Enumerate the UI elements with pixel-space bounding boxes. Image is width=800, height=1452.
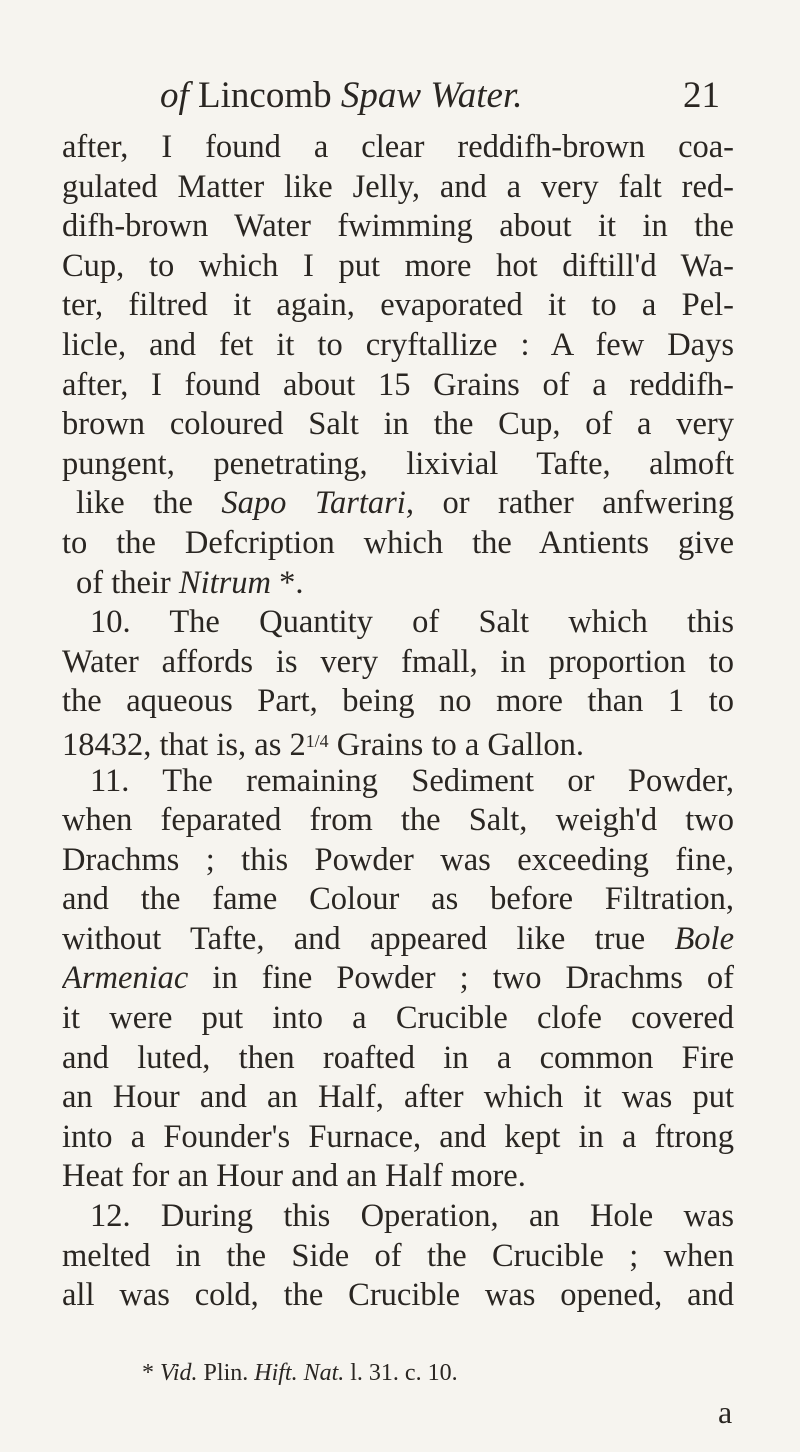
text-fragment: Grains to a Gallon. [328, 726, 584, 762]
text-line: Cup, to which I put more hot diftill'd Wa- [62, 247, 734, 284]
text-line: to the Defcription which the Antients give [62, 524, 734, 561]
body-text [62, 128, 734, 1316]
text-fragment: like the [76, 485, 222, 522]
footnote-reference-location: l. 31. c. 10. [350, 1360, 458, 1386]
running-head-spaw: Spaw [340, 75, 422, 116]
text-line: into a Founder's Furnace, and kept in a ftrong [62, 1118, 734, 1155]
text-line: an Hour and an Half, after which it was put [62, 1079, 734, 1116]
text-line: after, I found about 15 Grains of a reddifh- [62, 366, 734, 403]
text-line: the aqueous Part, being no more than 1 to [62, 683, 734, 720]
text-line [62, 484, 734, 524]
text-line: licle, and fet it to cryftallize : A few Days [62, 326, 734, 363]
paragraph-10-line: 10. The Quantity of Salt which this [90, 604, 734, 641]
footnote-work: Hift. Nat. [254, 1360, 345, 1386]
text-line: and the fame Colour as before Filtration, [62, 881, 734, 918]
running-head [160, 70, 720, 122]
text-line: it were put into a Crucible clofe covered [62, 1000, 734, 1037]
footnote-mark: * [142, 1360, 154, 1386]
footnote [142, 1358, 458, 1388]
page-number: 21 [683, 75, 720, 116]
text-fragment: in fine Powder ; two Drachms of [188, 960, 734, 997]
fraction: 1/4 [305, 730, 329, 751]
footnote-author: Plin. [203, 1360, 249, 1386]
text-line: Drachms ; this Powder was exceeding fine, [62, 841, 734, 878]
text-fragment: of their [76, 564, 179, 601]
text-line [62, 722, 734, 762]
italic-term-nitrum: Nitrum [178, 564, 271, 601]
running-head-of: of [160, 75, 189, 116]
text-fragment: or rather anfwering [413, 485, 734, 522]
text-line: Water affords is very fmall, in proportion to [62, 643, 734, 680]
text-fragment: 18432, that is, as 2 [62, 726, 306, 762]
running-head-water: Water. [430, 75, 523, 116]
text-line: all was cold, the Crucible was opened, and [62, 1277, 734, 1314]
running-head-town: Lincomb [198, 75, 332, 116]
italic-term-bole: Bole [674, 920, 734, 957]
paragraph-11-line: 11. The remaining Sediment or Powder, [90, 762, 734, 799]
text-line: pungent, penetrating, lixivial Tafte, almoft [62, 445, 734, 482]
catchword: a [718, 1394, 733, 1430]
text-line: and luted, then roafted in a common Fire [62, 1039, 734, 1076]
italic-term-sapo-tartari: Sapo Tartari, [221, 485, 414, 522]
text-line [62, 564, 734, 604]
text-line [62, 920, 734, 960]
italic-term-armeniac: Armeniac [62, 960, 189, 997]
text-line: brown coloured Salt in the Cup, of a very [62, 406, 734, 443]
text-line: after, I found a clear reddifh-brown coa- [62, 129, 734, 165]
text-line: difh-brown Water fwimming about it in the [62, 208, 734, 245]
text-line [62, 959, 734, 999]
text-line: gulated Matter like Jelly, and a very falt red- [62, 168, 734, 205]
text-line: melted in the Side of the Crucible ; when [62, 1237, 734, 1274]
footnote-reference: *. [271, 564, 304, 601]
text-line: Heat for an Hour and an Half more. [62, 1158, 526, 1195]
footnote-vid: Vid. [160, 1360, 198, 1386]
text-line: ter, filtred it again, evaporated it to a Pel- [62, 287, 734, 324]
paragraph-12-line: 12. During this Operation, an Hole was [90, 1198, 734, 1235]
text-fragment: without Tafte, and appeared like true [62, 920, 675, 957]
text-line: when feparated from the Salt, weigh'd two [62, 802, 734, 839]
